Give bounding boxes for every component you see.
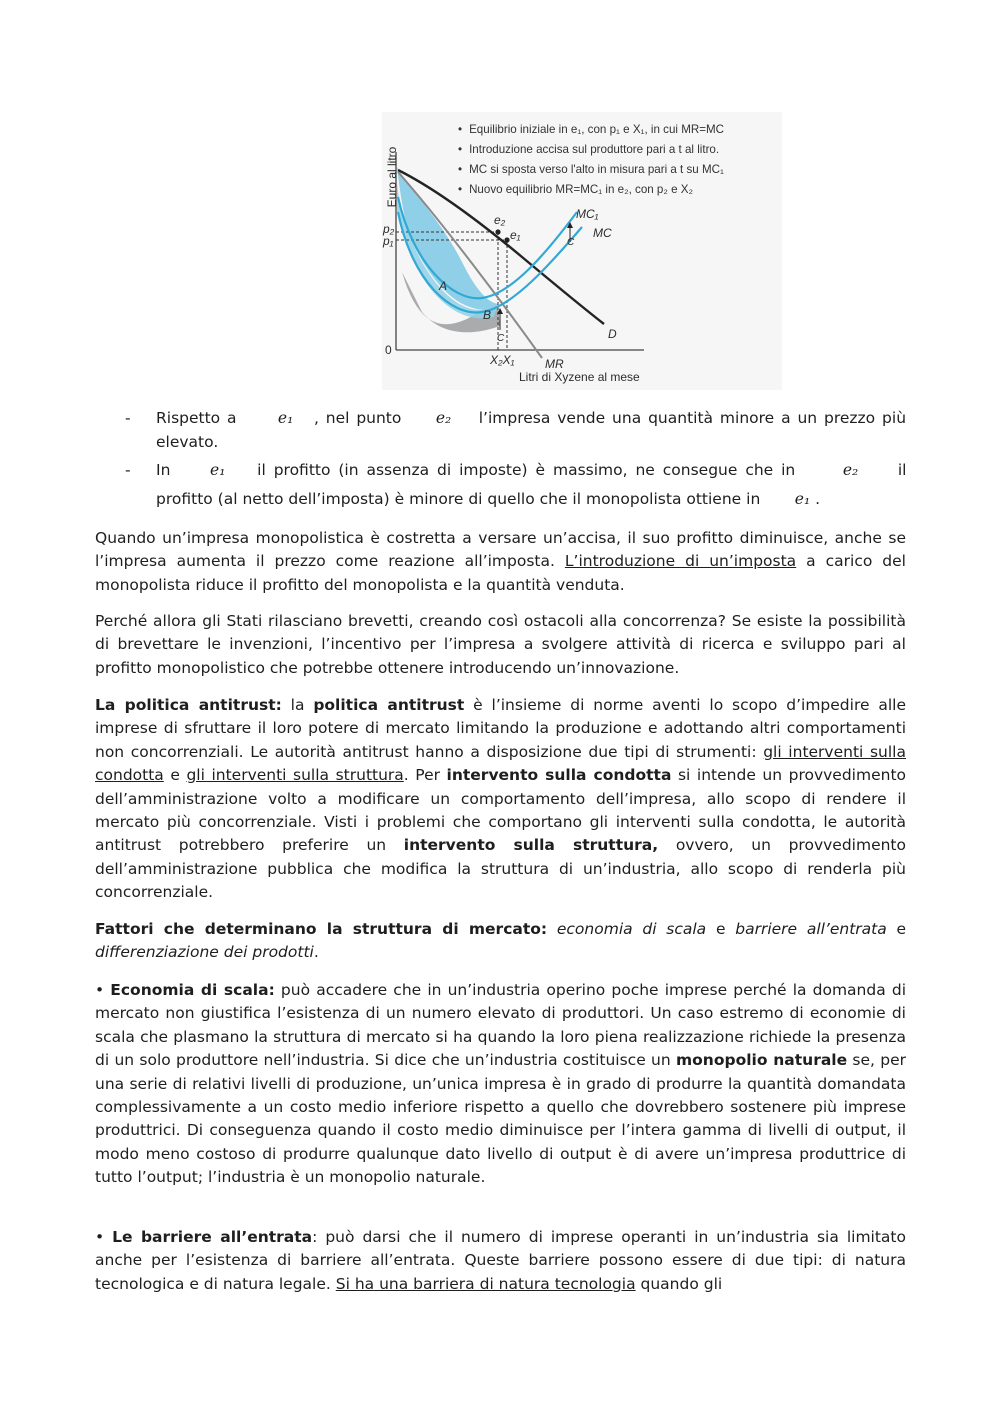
- label-e1: e₁: [510, 228, 521, 242]
- point-e1: [504, 237, 509, 242]
- text-span: e: [886, 920, 907, 938]
- section-heading: La politica antitrust:: [95, 696, 282, 714]
- label-a: A: [439, 279, 448, 293]
- text-span: quando gli: [635, 1274, 723, 1293]
- bullet-marker: •: [95, 1228, 113, 1246]
- underlined-text: Si ha una barriera di natura tecnologia: [335, 1274, 636, 1293]
- underlined-text: gli interventi sulla condotta: [95, 742, 906, 785]
- text-span: : può darsi che il numero di imprese operanti in un’industria sia limitato anche per l’esistenza di barriere all’entrata. Queste barriere possono essere di due tipi: di natura tecnologica e di natura legale.: [95, 1228, 906, 1293]
- text-span: e: [163, 766, 187, 785]
- bold-term: politica antitrust: [313, 696, 465, 714]
- text-span: Quando un’impresa monopolistica è costretta a versare un’accisa, il suo profitto diminuisce, anche se l’impresa aumenta il prezzo come reazione all’imposta.: [95, 529, 906, 571]
- text-span: .: [815, 490, 821, 508]
- bold-term: intervento sulla struttura,: [403, 836, 659, 855]
- label-d: D: [608, 327, 617, 341]
- italic-term: economia di scala: [556, 920, 707, 938]
- text-span: si intende un provvedimento dell’amministrazione volto a modificare un comportamento dell’impresa, allo scopo di rendere il mercato più concorrenziale. Visti i problemi che comportano gli interventi sulla condotta, le autorità antitrust potrebbero preferire un: [95, 766, 907, 855]
- text-span: . Per: [403, 766, 447, 785]
- section-heading: Fattori che determinano la struttura di mercato:: [95, 920, 548, 938]
- label-mc1: MC₁: [576, 207, 599, 221]
- point-e2: [495, 229, 500, 234]
- monopoly-tax-figure: [382, 112, 782, 390]
- dash-item: [125, 405, 910, 457]
- paragraph-market-structure: [95, 918, 906, 965]
- label-mr: MR: [545, 357, 564, 371]
- label-b: B: [483, 308, 492, 322]
- section-heading: Economia di scala:: [110, 981, 275, 999]
- text-span: può accadere che in un’industria operino poche imprese perché la domanda di mercato non giustifica l’esistenza di un numero elevato di produttori. Un caso estremo di economie di scala che plasmano la struttura di mercato si ha quando la loro piena realizzazione richiede la presenza di un solo produttore nell’industria. Si dice che un’industria costituisce un: [95, 981, 906, 1070]
- figure-note: • MC si sposta verso l'alto in misura pari a t su MC₁: [458, 160, 782, 180]
- bold-term: intervento sulla condotta: [446, 766, 672, 785]
- text-span: se, per una serie di relativi livelli di produzione, un’unica impresa è in grado di produrre la quantità domandata complessivamente a un costo medio inferiore rispetto a quello che dovrebbero sostenere più imprese produttrici. Di conseguenza quando il costo medio diminuisce per l’intera gamma di livelli di output, il modo meno costoso di produrre qualunque dato livello di output è di avere un’impresa produttrice di tutto l’output; l’industria è un monopolio naturale.: [95, 1051, 907, 1187]
- underlined-text: gli interventi sulla struttura: [186, 766, 404, 785]
- math-e2: e₂: [842, 461, 859, 479]
- dash-marker: -: [125, 409, 131, 427]
- figure-notes: [458, 120, 782, 200]
- text-span: a carico del monopolista riduce il profitto del monopolista e la quantità venduta.: [95, 552, 906, 594]
- math-e1: e₁: [277, 409, 294, 427]
- figure-note: • Nuovo equilibrio MR=MC₁ in e₂, con p₂ e X₂: [458, 180, 782, 200]
- label-c-mid: C: [497, 333, 505, 344]
- dash-marker: -: [125, 461, 131, 479]
- dash-item: [125, 457, 910, 513]
- paragraph-tax-effect: [95, 527, 906, 597]
- figure-note: • Introduzione accisa sul produttore pari a t al litro.: [458, 140, 782, 160]
- text-span: Rispetto a: [156, 409, 237, 427]
- x-axis-label: Litri di Xyzene al mese: [519, 370, 640, 384]
- label-p2: p₂: [383, 222, 395, 236]
- text-span: il: [897, 461, 907, 479]
- bold-term: monopolio naturale: [675, 1051, 848, 1070]
- text-span: profitto (al netto dell’imposta) è minore di quello che il monopolista ottiene in: [156, 490, 761, 508]
- dash-item-line: [156, 457, 906, 483]
- underlined-text: L’introduzione di un’imposta: [564, 552, 797, 571]
- text-span: ovvero, un provvedimento dell’amministrazione pubblica che modifica la struttura di un’industria, allo scopo di renderla più concorrenziale.: [95, 836, 906, 902]
- paragraph-entry-barriers: [95, 1226, 906, 1296]
- math-e1: e₁: [210, 461, 226, 479]
- text-span: .: [313, 943, 319, 962]
- text-span: e: [706, 920, 736, 938]
- dash-item-line: [156, 405, 906, 431]
- text-span: , nel punto: [313, 409, 402, 427]
- italic-term: differenziazione dei prodotti: [95, 943, 314, 962]
- label-x2x1: X₂X₁: [490, 353, 515, 367]
- italic-term: barriere all’entrata: [735, 920, 887, 938]
- paragraph-economies-of-scale: [95, 979, 906, 1190]
- dash-item-line: [156, 486, 906, 512]
- label-c-right: C: [567, 237, 575, 248]
- text-span: il profitto (in assenza di imposte) è massimo, ne consegue che in: [257, 461, 796, 479]
- math-e2: e₂: [435, 409, 452, 427]
- label-origin: 0: [385, 343, 392, 357]
- bullet-marker: •: [95, 981, 111, 999]
- section-heading: Le barriere all’entrata: [112, 1228, 313, 1246]
- dash-item-line: elevato.: [156, 433, 219, 451]
- label-e2: e₂: [494, 213, 506, 227]
- label-p1: p₁: [383, 234, 394, 248]
- text-span: In: [156, 461, 171, 479]
- text-span: è l’insieme di norme aventi lo scopo d’impedire alle imprese di sfruttare il loro potere di mercato limitando la produzione e adottando altri comportamenti non concorrenziali. Le autorità antitrust hanno a disposizione due tipi di strumenti:: [95, 696, 906, 761]
- text-span: la: [281, 696, 314, 714]
- y-axis-label: Euro al litro: [385, 146, 399, 208]
- label-mc: MC: [593, 226, 612, 240]
- paragraph-patents: Perché allora gli Stati rilasciano brevetti, creando così ostacoli alla concorrenza? Se esiste la possibilità di brevettare le invenzioni, l’incentivo per l’impresa a svolgere attività di ricerca e sviluppo pari al profitto monopolistico che potrebbe ottenere introducendo un’innovazione.: [95, 612, 906, 677]
- text-span: l’impresa vende una quantità minore a un prezzo più: [478, 409, 907, 427]
- figure-note: • Equilibrio iniziale in e₁, con p₁ e X₁, in cui MR=MC: [458, 120, 782, 140]
- math-e1: e₁: [794, 490, 811, 508]
- paragraph-antitrust: [95, 694, 906, 905]
